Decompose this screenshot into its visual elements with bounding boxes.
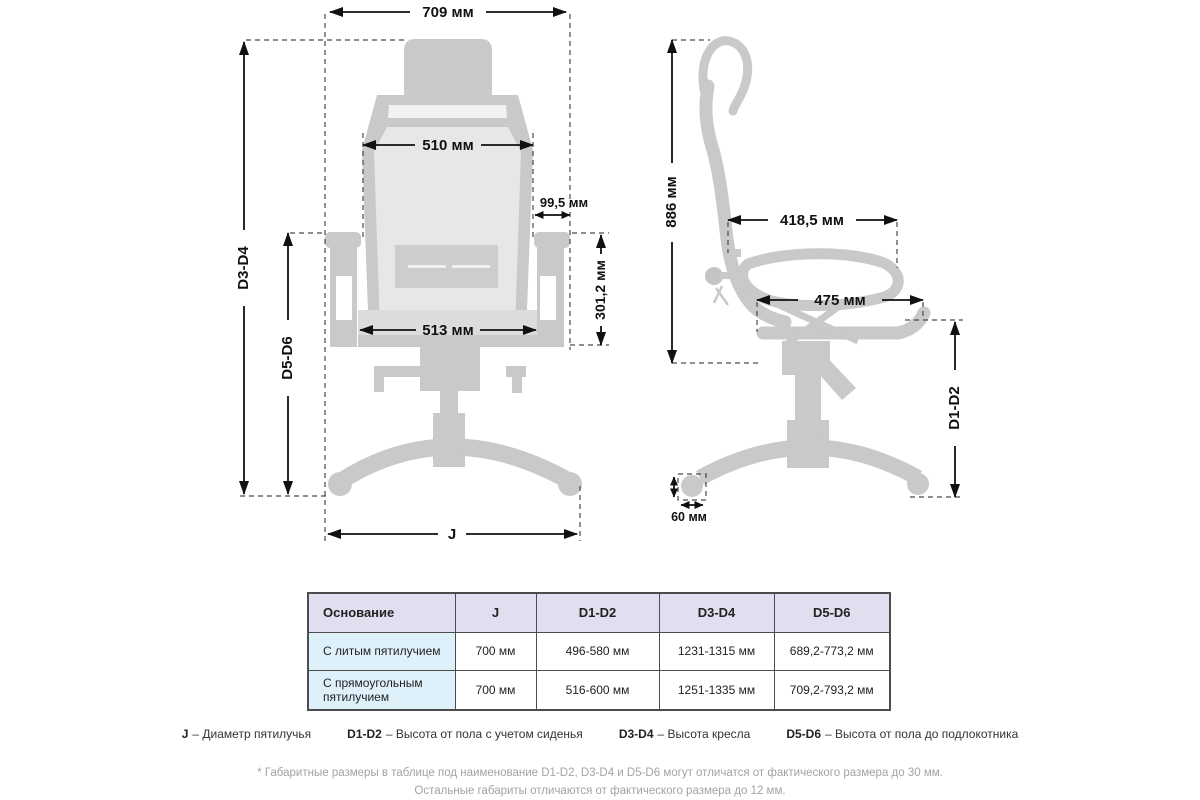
lever-right-knob	[512, 366, 522, 393]
col-header-j: J	[455, 593, 536, 632]
col-header-d3d4: D3-D4	[659, 593, 774, 632]
row-label: С литым пятилучием	[308, 632, 455, 670]
dim-seat-depth-label: 418,5 мм	[780, 212, 844, 229]
back-frame-upper	[706, 86, 726, 230]
dimensions-table	[307, 592, 891, 711]
dim-seat-width-label: 513 мм	[422, 322, 474, 339]
dim-total-width-label: 709 мм	[422, 4, 474, 21]
legend-item-d3d4	[619, 727, 751, 741]
lumbar-stitch-right	[452, 265, 490, 268]
headrest	[404, 39, 492, 102]
legend-desc: – Высота от пола до подлокотника	[825, 727, 1019, 741]
legend-key: D3-D4	[618, 727, 654, 741]
footnote-line-1: * Габаритные размеры в таблице под наименование D1-D2, D3-D4 и D5-D6 могут отличатся от фактического размера до 30 мм.	[257, 767, 943, 779]
side-view-chair	[681, 41, 929, 497]
cell-d3d4: 1231-1315 мм	[659, 632, 774, 670]
dim-backrest-width-label: 510 мм	[422, 137, 474, 154]
back-frame-lower	[726, 230, 785, 322]
footnote-line-2: Остальные габариты отличаются от фактического размера до 12 мм.	[414, 785, 786, 797]
table-header-row	[308, 593, 890, 632]
dim-armrest-floor-label: D5-D6	[279, 336, 296, 380]
footnotes	[0, 764, 1200, 800]
cell-d3d4: 1251-1335 мм	[659, 670, 774, 710]
legend-item-j	[182, 727, 311, 741]
cell-d1d2: 496-580 мм	[536, 632, 659, 670]
spring-detail	[714, 286, 728, 305]
caster-left	[328, 472, 352, 496]
backrest-mesh	[374, 127, 521, 329]
lever-left-knob	[374, 366, 384, 392]
legend-item-d5d6	[786, 727, 1018, 741]
gas-lift-side	[795, 375, 821, 423]
armrest-left	[325, 232, 361, 347]
cell-d5d6: 709,2-793,2 мм	[774, 670, 890, 710]
col-header-base: Основание	[308, 593, 455, 632]
cell-d5d6: 689,2-773,2 мм	[774, 632, 890, 670]
legend-key: D1-D2	[347, 727, 382, 741]
gas-lift	[440, 390, 458, 416]
backrest-top-strip	[388, 105, 507, 118]
table-row	[308, 670, 890, 710]
dim-base-diameter-label: J	[447, 526, 457, 543]
legend-item-d1d2	[347, 727, 583, 741]
caster-side-right	[907, 473, 929, 495]
dim-caster-size-label: 60 мм	[671, 510, 707, 524]
caster-right	[558, 472, 582, 496]
legend	[0, 727, 1200, 741]
front-view-chair	[325, 39, 582, 496]
armrest-right	[534, 232, 570, 347]
armrest-tip	[898, 313, 924, 333]
row-label: С прямоугольным пятилучием	[308, 670, 455, 710]
legend-key: D5-D6	[786, 727, 822, 741]
legend-desc: – Высота от пола с учетом сиденья	[385, 727, 583, 741]
dim-total-depth-label: 475 мм	[814, 292, 866, 309]
cell-j: 700 мм	[455, 632, 536, 670]
dim-chair-height-label: D3-D4	[235, 246, 252, 290]
dim-back-height-label: 886 мм	[663, 176, 680, 228]
col-header-d1d2: D1-D2	[536, 593, 659, 632]
dim-seat-height-label: D1-D2	[946, 386, 963, 430]
legend-key: J	[181, 727, 189, 741]
dim-armrest-height-label: 301,2 мм	[592, 260, 608, 320]
caster-side-left	[681, 475, 703, 497]
legend-desc: – Диаметр пятилучья	[192, 727, 312, 741]
cell-j: 700 мм	[455, 670, 536, 710]
seat-mechanism	[420, 347, 480, 391]
col-header-d5d6: D5-D6	[774, 593, 890, 632]
lumbar-stitch-left	[408, 265, 446, 268]
knob-stem	[720, 272, 731, 279]
table-row	[308, 632, 890, 670]
legend-desc: – Высота кресла	[657, 727, 751, 741]
cell-d1d2: 516-600 мм	[536, 670, 659, 710]
dim-armrest-offset-label: 99,5 мм	[539, 195, 589, 210]
